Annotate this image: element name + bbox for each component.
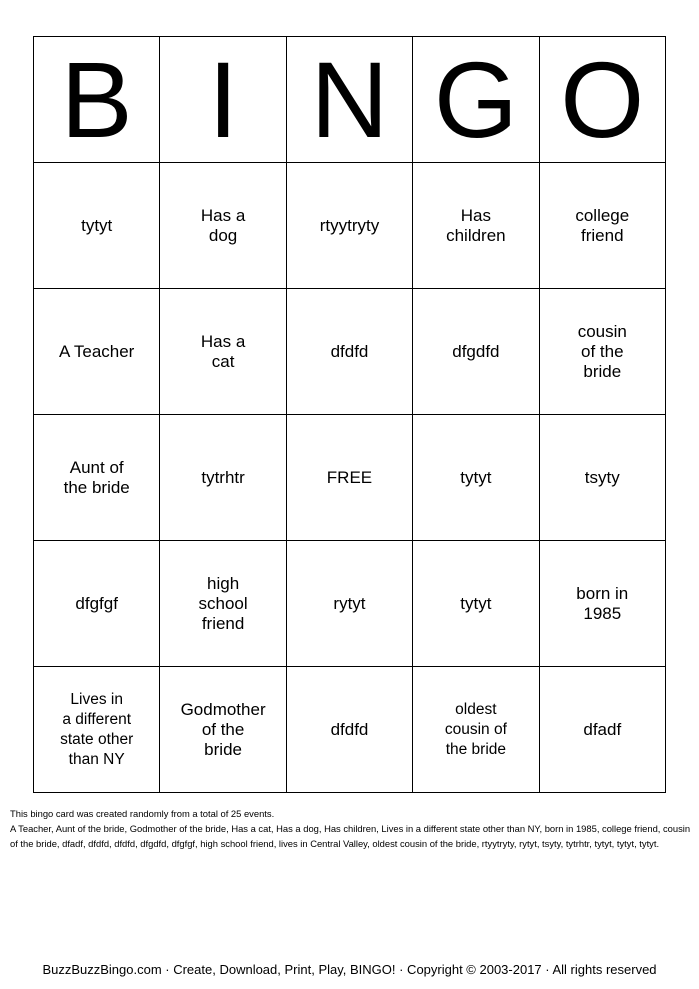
- bingo-cell: [286, 667, 412, 793]
- bingo-cell: [286, 289, 412, 415]
- bingo-row: [34, 289, 666, 415]
- bingo-cell-text: tytyt: [460, 593, 492, 613]
- header-letter-n: N: [286, 37, 412, 163]
- card-info: [10, 806, 692, 851]
- bingo-cell-text: Has a dog: [200, 205, 246, 245]
- bingo-cell-text: oldest cousin of the bride: [444, 700, 507, 758]
- bingo-cell-text: Has children: [446, 205, 506, 245]
- bingo-cell: [34, 541, 160, 667]
- bingo-cell-text: Godmother of the bride: [180, 699, 266, 759]
- free-space-cell: [286, 415, 412, 541]
- header-letter-o: O: [539, 37, 665, 163]
- bingo-cell: [539, 415, 665, 541]
- bingo-cell-text: rtyytryty: [319, 215, 380, 235]
- footer-copyright: BuzzBuzzBingo.com · Create, Download, Print, Play, BINGO! · Copyright © 2003-2017 · All rights reserved: [42, 962, 657, 977]
- bingo-cell: [160, 541, 286, 667]
- bingo-cell: [539, 541, 665, 667]
- free-space-text: FREE: [326, 467, 373, 487]
- bingo-row: [34, 667, 666, 793]
- bingo-header-row: [34, 37, 666, 163]
- card-info-event-list: A Teacher, Aunt of the bride, Godmother of the bride, Has a cat, Has a dog, Has children, Lives in a different state other than NY, born in 1985, college friend, cousin of the bride, dfadf, dfdfd, dfdfd, dfgdfd, dfgfgf, high school friend, lives in Central Valley, oldest cousin of the bride, rtyytryty, rytyt, tsyty, tytrhtr, tytyt, tytyt, tytyt.: [10, 823, 691, 849]
- bingo-row: [34, 415, 666, 541]
- bingo-cell-text: tytrhtr: [201, 467, 245, 487]
- bingo-cell-text: Lives in a different state other than NY: [60, 690, 134, 768]
- bingo-cell-text: dfdfd: [330, 341, 369, 361]
- bingo-cell-text: dfgdfd: [452, 341, 500, 361]
- bingo-cell-text: tytyt: [81, 215, 113, 235]
- header-letter-i: I: [160, 37, 286, 163]
- bingo-cell-text: rytyt: [333, 593, 366, 613]
- bingo-cell-text: born in 1985: [576, 583, 629, 623]
- bingo-cell: [413, 163, 539, 289]
- bingo-cell-text: college friend: [575, 205, 630, 245]
- bingo-cell: [413, 289, 539, 415]
- bingo-cell-text: Aunt of the bride: [63, 457, 130, 497]
- card-info-summary: This bingo card was created randomly from a total of 25 events.: [10, 808, 275, 819]
- bingo-cell-text: cousin of the bride: [577, 321, 627, 381]
- bingo-cell: [413, 415, 539, 541]
- bingo-cell: [160, 163, 286, 289]
- bingo-cell: [286, 541, 412, 667]
- bingo-cell: [539, 163, 665, 289]
- bingo-cell: [160, 415, 286, 541]
- bingo-cell-text: dfdfd: [330, 719, 369, 739]
- bingo-cell: [539, 667, 665, 793]
- bingo-cell: [160, 289, 286, 415]
- bingo-cell: [160, 667, 286, 793]
- header-letter-b: B: [34, 37, 160, 163]
- bingo-row: [34, 541, 666, 667]
- bingo-row: [34, 163, 666, 289]
- header-letter-g: G: [413, 37, 539, 163]
- bingo-cell-text: dfgfgf: [75, 593, 118, 613]
- bingo-cell-text: dfadf: [583, 719, 622, 739]
- bingo-cell: [286, 163, 412, 289]
- bingo-cell-text: A Teacher: [59, 341, 135, 361]
- bingo-cell-text: Has a cat: [200, 331, 246, 371]
- bingo-cell: [34, 289, 160, 415]
- bingo-cell: [413, 541, 539, 667]
- bingo-cell: [413, 667, 539, 793]
- bingo-cell: [34, 415, 160, 541]
- bingo-card: [33, 36, 666, 793]
- bingo-cell-text: tytyt: [460, 467, 492, 487]
- bingo-cell-text: high school friend: [198, 573, 248, 633]
- bingo-cell: [34, 163, 160, 289]
- bingo-cell: [34, 667, 160, 793]
- bingo-cell-text: tsyty: [584, 467, 620, 487]
- bingo-cell: [539, 289, 665, 415]
